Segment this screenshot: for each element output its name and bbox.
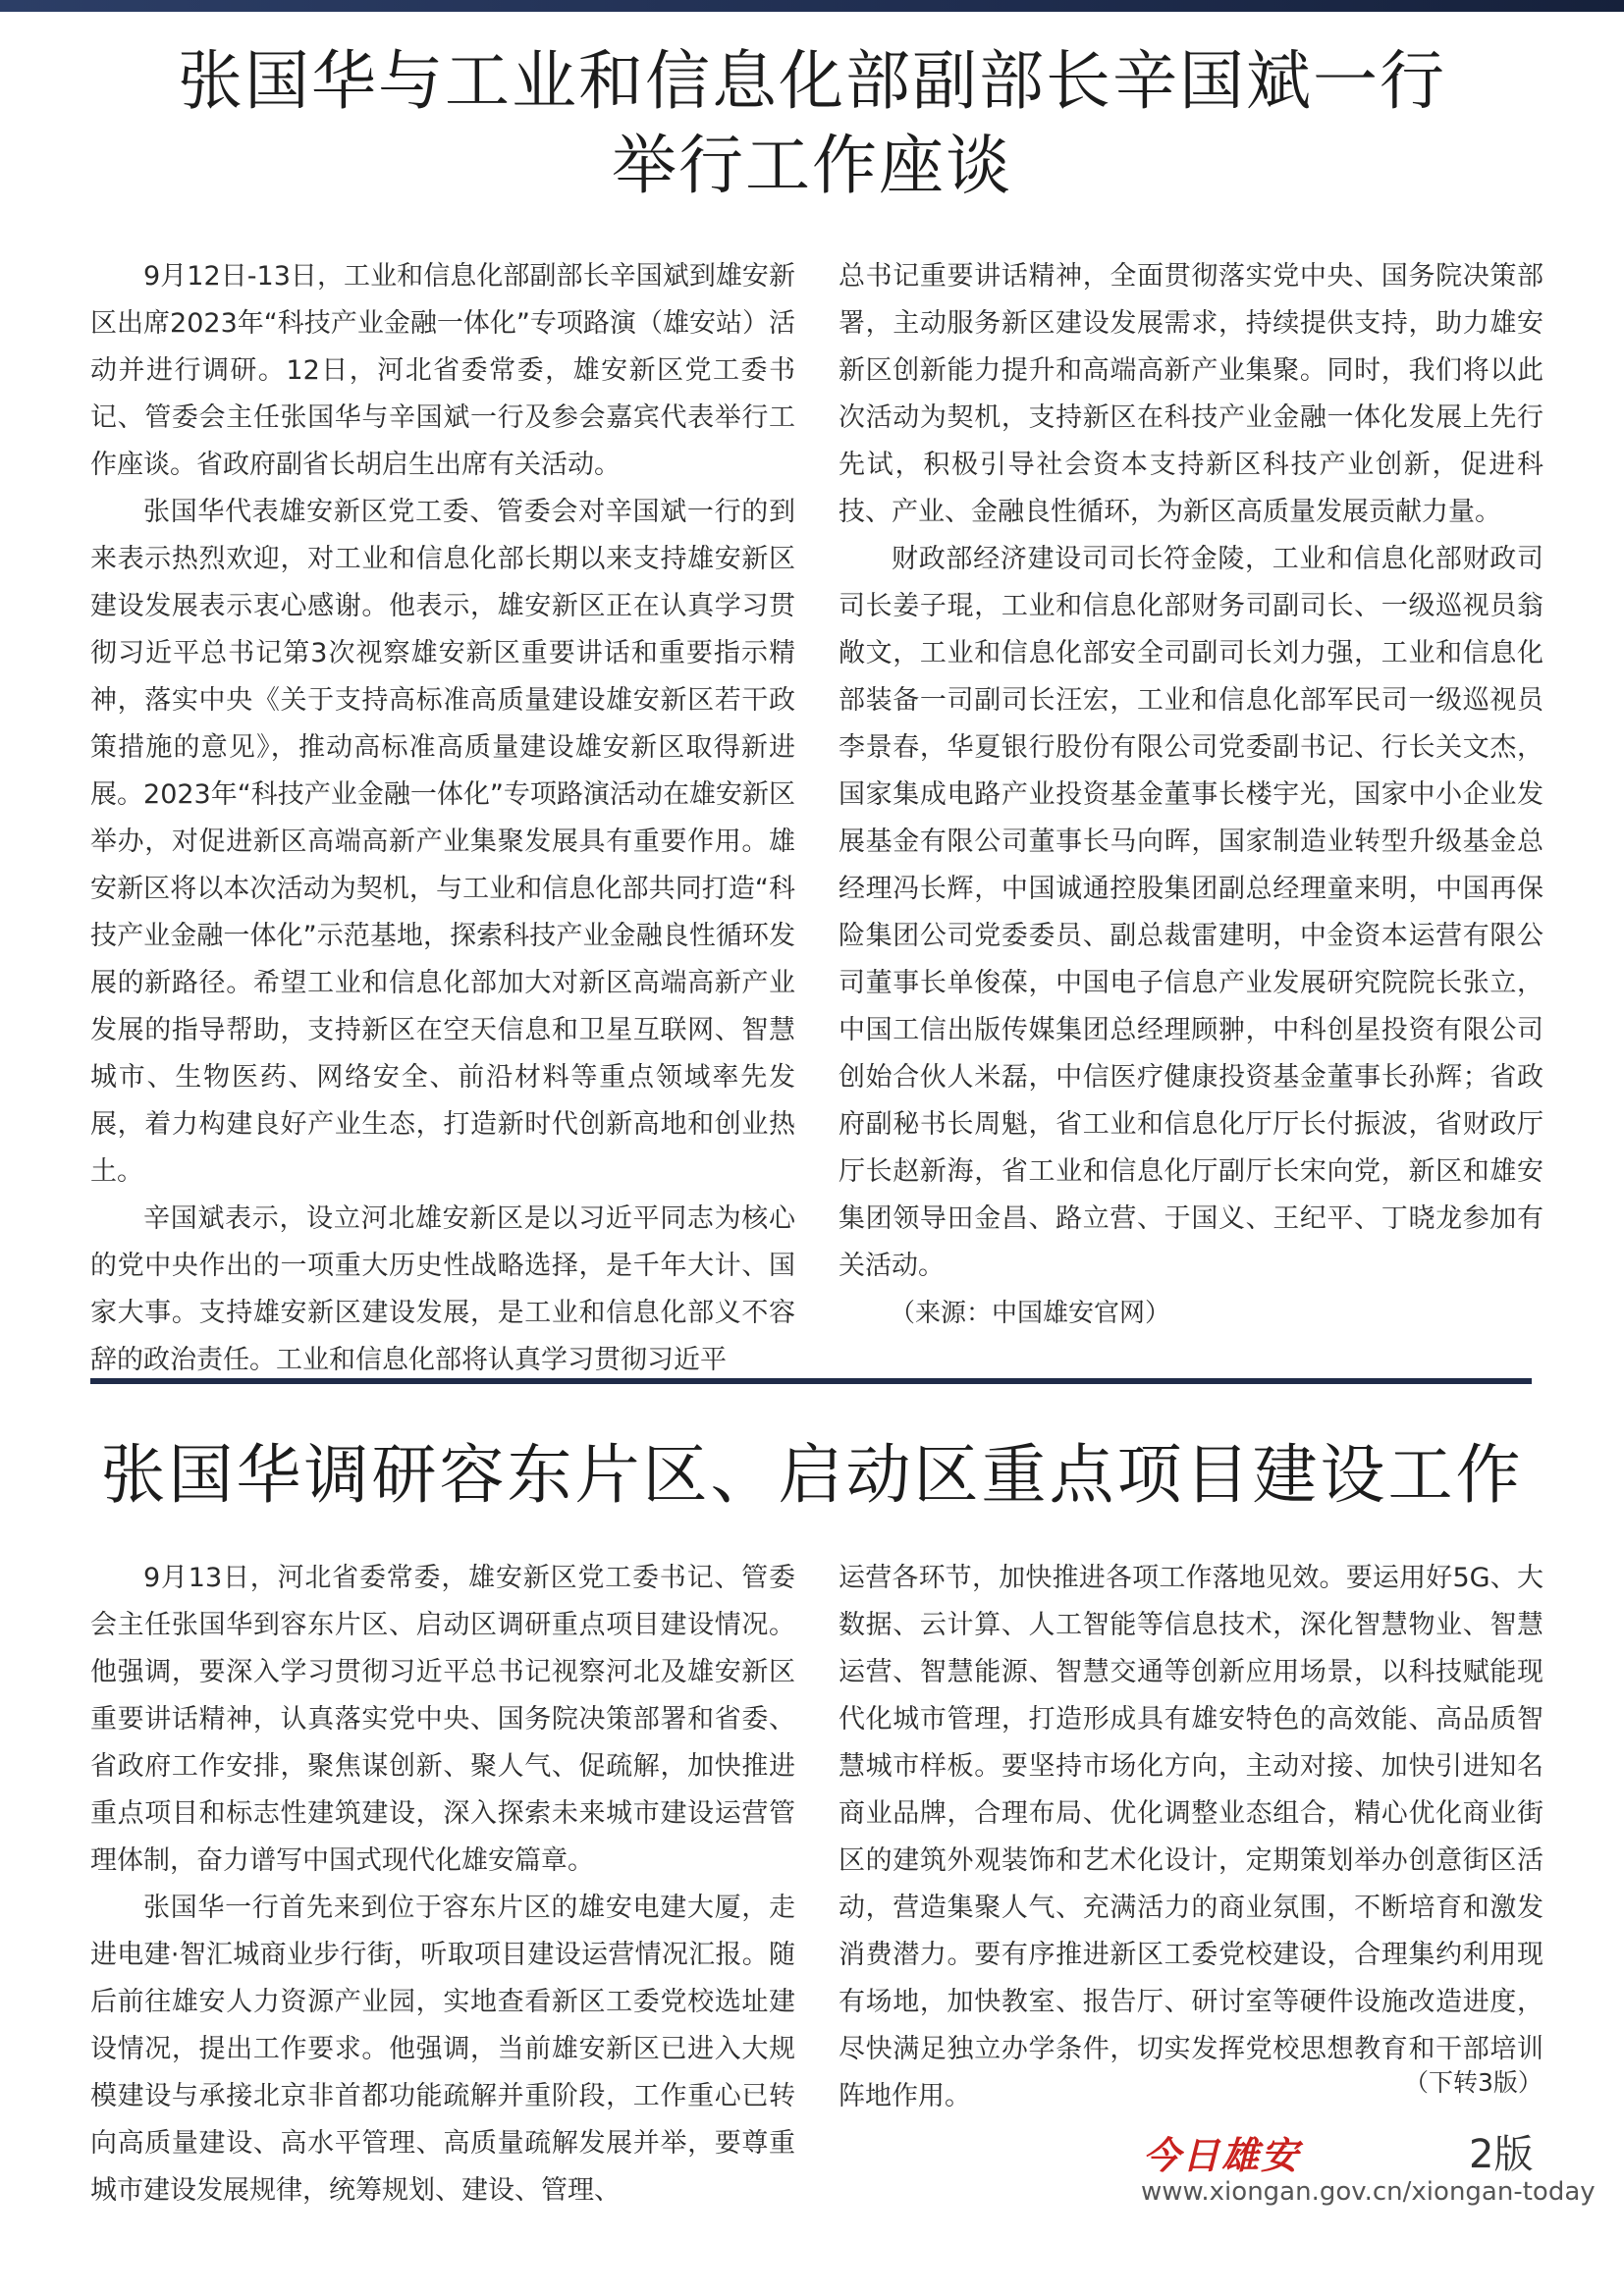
- article1-paragraph: 财政部经济建设司司长符金陵，工业和信息化部财政司司长姜子琨，工业和信息化部财务司副司长、一级巡视员翁敞文，工业和信息化部安全司副司长刘力强，工业和信息化部装备一司副司长汪宏，工业和信息化部军民司一级巡视员李景春，华夏银行股份有限公司党委副书记、行长关文杰，国家集成电路产业投资基金董事长楼宇光，国家中小企业发展基金有限公司董事长马向晖，国家制造业转型升级基金总经理冯长辉，中国诚通控股集团副总经理童来明，中国再保险集团公司党委委员、副总裁雷建明，中金资本运营有限公司董事长单俊葆，中国电子信息产业发展研究院院长张立，中国工信出版传媒集团总经理顾翀，中科创星投资有限公司创始合伙人米磊，中信医疗健康投资基金董事长孙辉；省政府副秘书长周魁，省工业和信息化厅厅长付振波，省财政厅厅长赵新海，省工业和信息化厅副厅长宋向党，新区和雄安集团领导田金昌、路立营、于国义、王纪平、丁晓龙参加有关活动。: [839, 544, 1543, 1281]
- article1-headline-line1: 张国华与工业和信息化部副部长辛国斌一行: [178, 43, 1446, 119]
- page-number: 2版: [1469, 2132, 1534, 2177]
- article1-headline: [0, 39, 1624, 208]
- article2-paragraph: 张国华一行首先来到位于容东片区的雄安电建大厦，走进电建·智汇城商业步行街，听取项目建设运营情况汇报。随后前往雄安人力资源产业园，实地查看新区工委党校选址建设情况，提出工作要求。他强调，当前雄安新区已进入大规模建设与承接北京非首都功能疏解并重阶段，工作重心已转向高质量建设、高水平管理、高质量疏解发展并举，要尊重城市建设发展规律，统筹规划、建设、管理、: [90, 1893, 795, 2206]
- article2-paragraph: 9月13日，河北省委常委，雄安新区党工委书记、管委会主任张国华到容东片区、启动区调研重点项目建设情况。他强调，要深入学习贯彻习近平总书记视察河北及雄安新区重要讲话精神，认真落实党中央、国务院决策部署和省委、省政府工作安排，聚焦谋创新、聚人气、促疏解，加快推进重点项目和标志性建筑建设，深入探索未来城市建设运营管理体制，奋力谱写中国式现代化雄安篇章。: [90, 1563, 795, 1876]
- article2-right-column: [839, 1555, 1543, 2120]
- article1-paragraph: 张国华代表雄安新区党工委、管委会对辛国斌一行的到来表示热烈欢迎，对工业和信息化部长期以来支持雄安新区建设发展表示衷心感谢。他表示，雄安新区正在认真学习贯彻习近平总书记第3次视察雄安新区重要讲话和重要指示精神，落实中央《关于支持高标准高质量建设雄安新区若干政策措施的意见》，推动高标准高质量建设雄安新区取得新进展。2023年“科技产业金融一体化”专项路演活动在雄安新区举办，对促进新区高端高新产业集聚发展具有重要作用。雄安新区将以本次活动为契机，与工业和信息化部共同打造“科技产业金融一体化”示范基地，探索科技产业金融良性循环发展的新路径。希望工业和信息化部加大对新区高端高新产业发展的指导帮助，支持新区在空天信息和卫星互联网、智慧城市、生物医药、网络安全、前沿材料等重点领域率先发展，着力构建良好产业生态，打造新时代创新高地和创业热土。: [90, 497, 795, 1187]
- publication-logo: 今日雄安: [1143, 2133, 1301, 2177]
- article1-left-column: [90, 253, 795, 1384]
- website-url: www.xiongan.gov.cn/xiongan-today: [1141, 2177, 1596, 2207]
- article1-paragraph: 辛国斌表示，设立河北雄安新区是以习近平同志为核心的党中央作出的一项重大历史性战略选择，是千年大计、国家大事。支持雄安新区建设发展，是工业和信息化部义不容辞的政治责任。工业和信息化部将认真学习贯彻习近平: [90, 1203, 795, 1375]
- article1-paragraph-continued: 总书记重要讲话精神，全面贯彻落实党中央、国务院决策部署，主动服务新区建设发展需求，持续提供支持，助力雄安新区创新能力提升和高端高新产业集聚。同时，我们将以此次活动为契机，支持新区在科技产业金融一体化发展上先行先试，积极引导社会资本支持新区科技产业创新，促进科技、产业、金融良性循环，为新区高质量发展贡献力量。: [839, 261, 1543, 527]
- continued-note: （下转3版）: [1404, 2068, 1543, 2097]
- article1-paragraph: 9月12日-13日，工业和信息化部副部长辛国斌到雄安新区出席2023年“科技产业金融一体化”专项路演（雄安站）活动并进行调研。12日，河北省委常委，雄安新区党工委书记、管委会主任张国华与辛国斌一行及参会嘉宾代表举行工作座谈。省政府副省长胡启生出席有关活动。: [90, 261, 795, 480]
- article2-paragraph-continued: 运营各环节，加快推进各项工作落地见效。要运用好5G、大数据、云计算、人工智能等信息技术，深化智慧物业、智慧运营、智慧能源、智慧交通等创新应用场景，以科技赋能现代化城市管理，打造形成具有雄安特色的高效能、高品质智慧城市样板。要坚持市场化方向，主动对接、加快引进知名商业品牌，合理布局、优化调整业态组合，精心优化商业街区的建筑外观装饰和艺术化设计，定期策划举办创意街区活动，营造集聚人气、充满活力的商业氛围，不断培育和激发消费潜力。要有序推进新区工委党校建设，合理集约利用现有场地，加快教室、报告厅、研讨室等硬件设施改造进度，尽快满足独立办学条件，切实发挥党校思想教育和干部培训阵地作用。: [839, 1563, 1543, 2111]
- article1-source: （来源：中国雄安官网）: [890, 1299, 1171, 1328]
- section-divider: [90, 1378, 1532, 1384]
- article2-headline: 张国华调研容东片区、启动区重点项目建设工作: [100, 1437, 1524, 1513]
- article2-left-column: [90, 1555, 795, 2215]
- article1-right-column: [839, 253, 1543, 1337]
- top-banner: [0, 0, 1624, 12]
- article1-headline-line2: 举行工作座谈: [612, 128, 1012, 203]
